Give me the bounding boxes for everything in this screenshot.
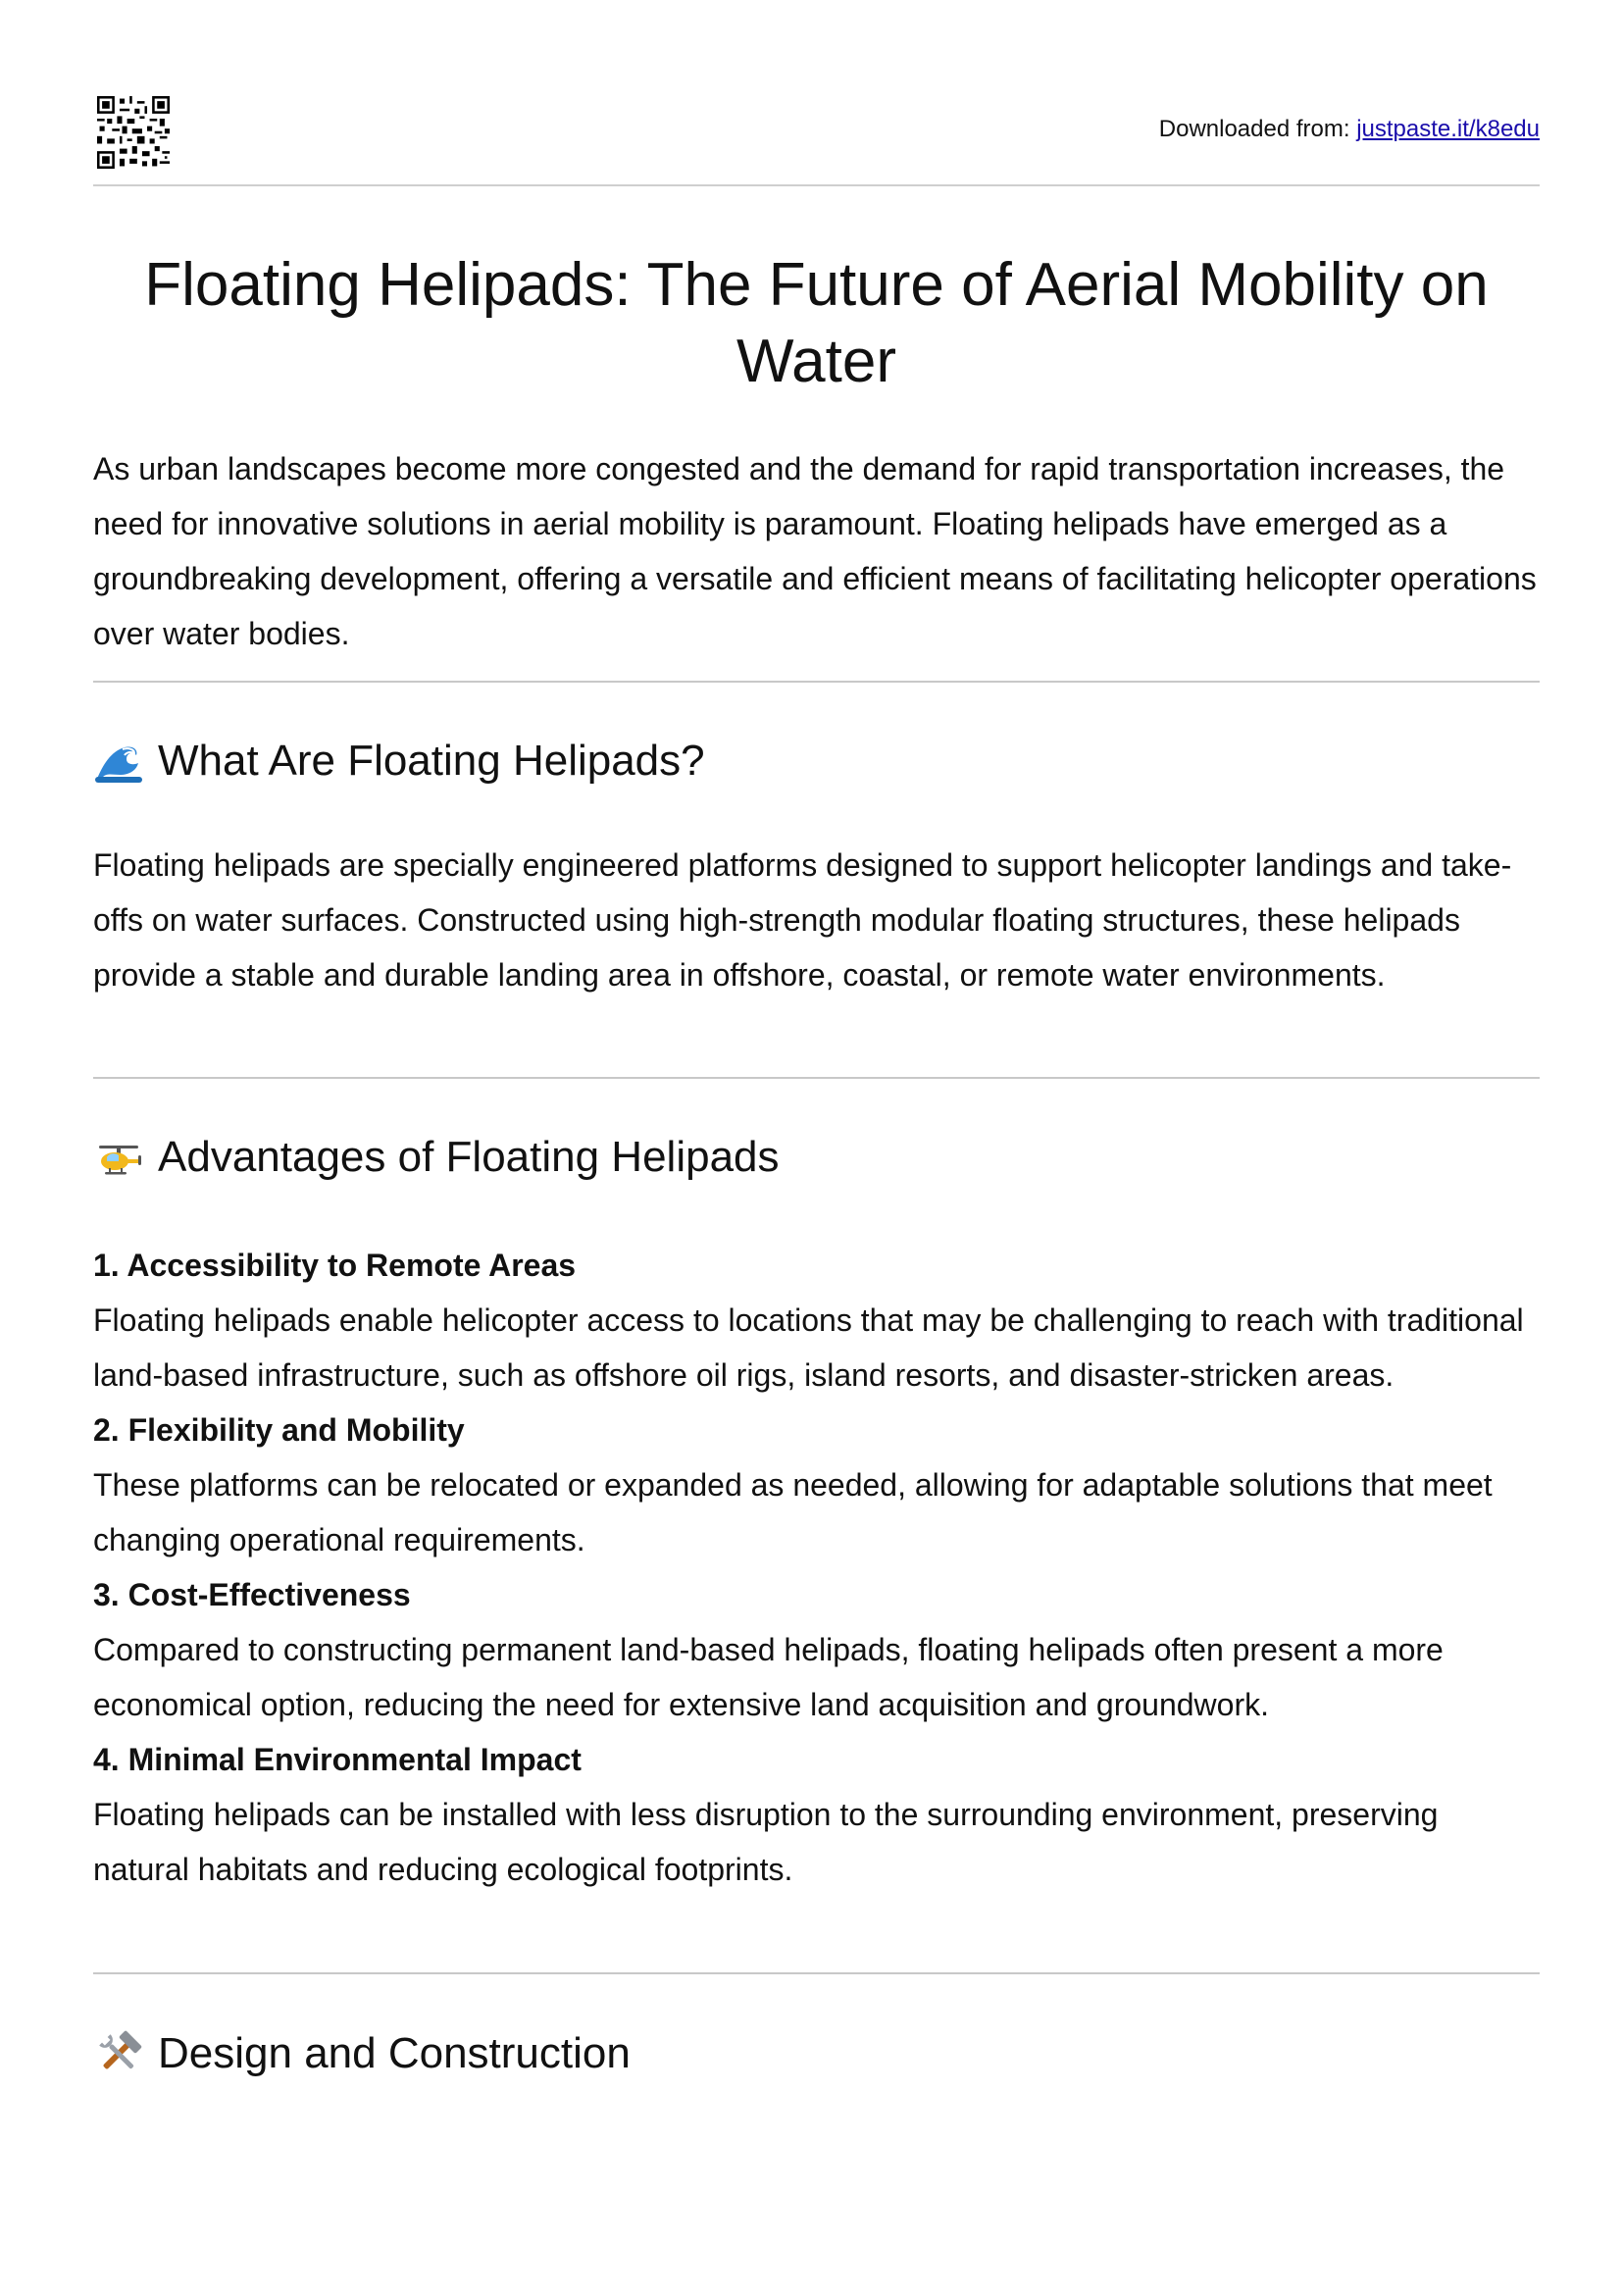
source-link[interactable]: justpaste.it/k8edu (1356, 116, 1540, 142)
advantage-item-body: Floating helipads enable helicopter access to locations that may be challenging to reach with traditional land-based infrastructure, such as offshore oil rigs, island resorts, and disaster-stricken areas. (93, 1302, 1524, 1393)
divider (93, 681, 1540, 683)
divider (93, 1972, 1540, 1974)
section-heading-what (93, 734, 705, 789)
advantage-item (93, 1567, 1540, 1732)
advantage-item (93, 1732, 1540, 1897)
advantage-item-body: These platforms can be relocated or expanded as needed, allowing for adaptable solutions that meet changing operational requirements. (93, 1467, 1493, 1557)
advantage-item-body: Compared to constructing permanent land-based helipads, floating helipads often present a more economical option, reducing the need for extensive land acquisition and groundwork. (93, 1632, 1444, 1722)
helicopter-icon (93, 1132, 144, 1183)
section-heading-design-text: Design and Construction (158, 2029, 631, 2077)
advantage-item-body: Floating helipads can be installed with less disruption to the surrounding environment, preserving natural habitats and reducing ecological footprints. (93, 1797, 1439, 1887)
qr-code-icon (97, 96, 170, 169)
page-header (93, 0, 1540, 186)
advantage-item-title: 2. Flexibility and Mobility (93, 1412, 465, 1448)
page-title: Floating Helipads: The Future of Aerial Mobility on Water (144, 251, 1489, 395)
section-what-body: Floating helipads are specially engineered platforms designed to support helicopter landings and take-offs on water surfaces. Constructed using high-strength modular floating structures, these helipads provide a stable and durable landing area in offshore, coastal, or remote water environments. (93, 847, 1512, 993)
intro-paragraph: As urban landscapes become more congested and the demand for rapid transportation increases, the need for innovative solutions in aerial mobility is paramount. Floating helipads have emerged as a groundbreaking development, offering a versatile and efficient means of facilitating helicopter operations over water bodies. (93, 451, 1537, 651)
advantage-item (93, 1238, 1540, 1403)
advantages-list (93, 1238, 1540, 1897)
divider (93, 1077, 1540, 1079)
advantage-item (93, 1403, 1540, 1567)
tools-icon (93, 2028, 144, 2079)
advantage-item-title: 1. Accessibility to Remote Areas (93, 1248, 577, 1283)
advantage-item-title: 3. Cost-Effectiveness (93, 1577, 411, 1612)
section-heading-what-text: What Are Floating Helipads? (158, 737, 705, 785)
section-heading-design (93, 2026, 631, 2081)
document-page (93, 0, 1540, 2077)
download-source (1159, 116, 1540, 143)
wave-icon (93, 736, 144, 787)
download-source-label: Downloaded from: (1158, 116, 1357, 142)
advantage-item-title: 4. Minimal Environmental Impact (93, 1742, 582, 1777)
section-heading-advantages-text: Advantages of Floating Helipads (158, 1133, 780, 1181)
section-heading-advantages (93, 1130, 780, 1185)
